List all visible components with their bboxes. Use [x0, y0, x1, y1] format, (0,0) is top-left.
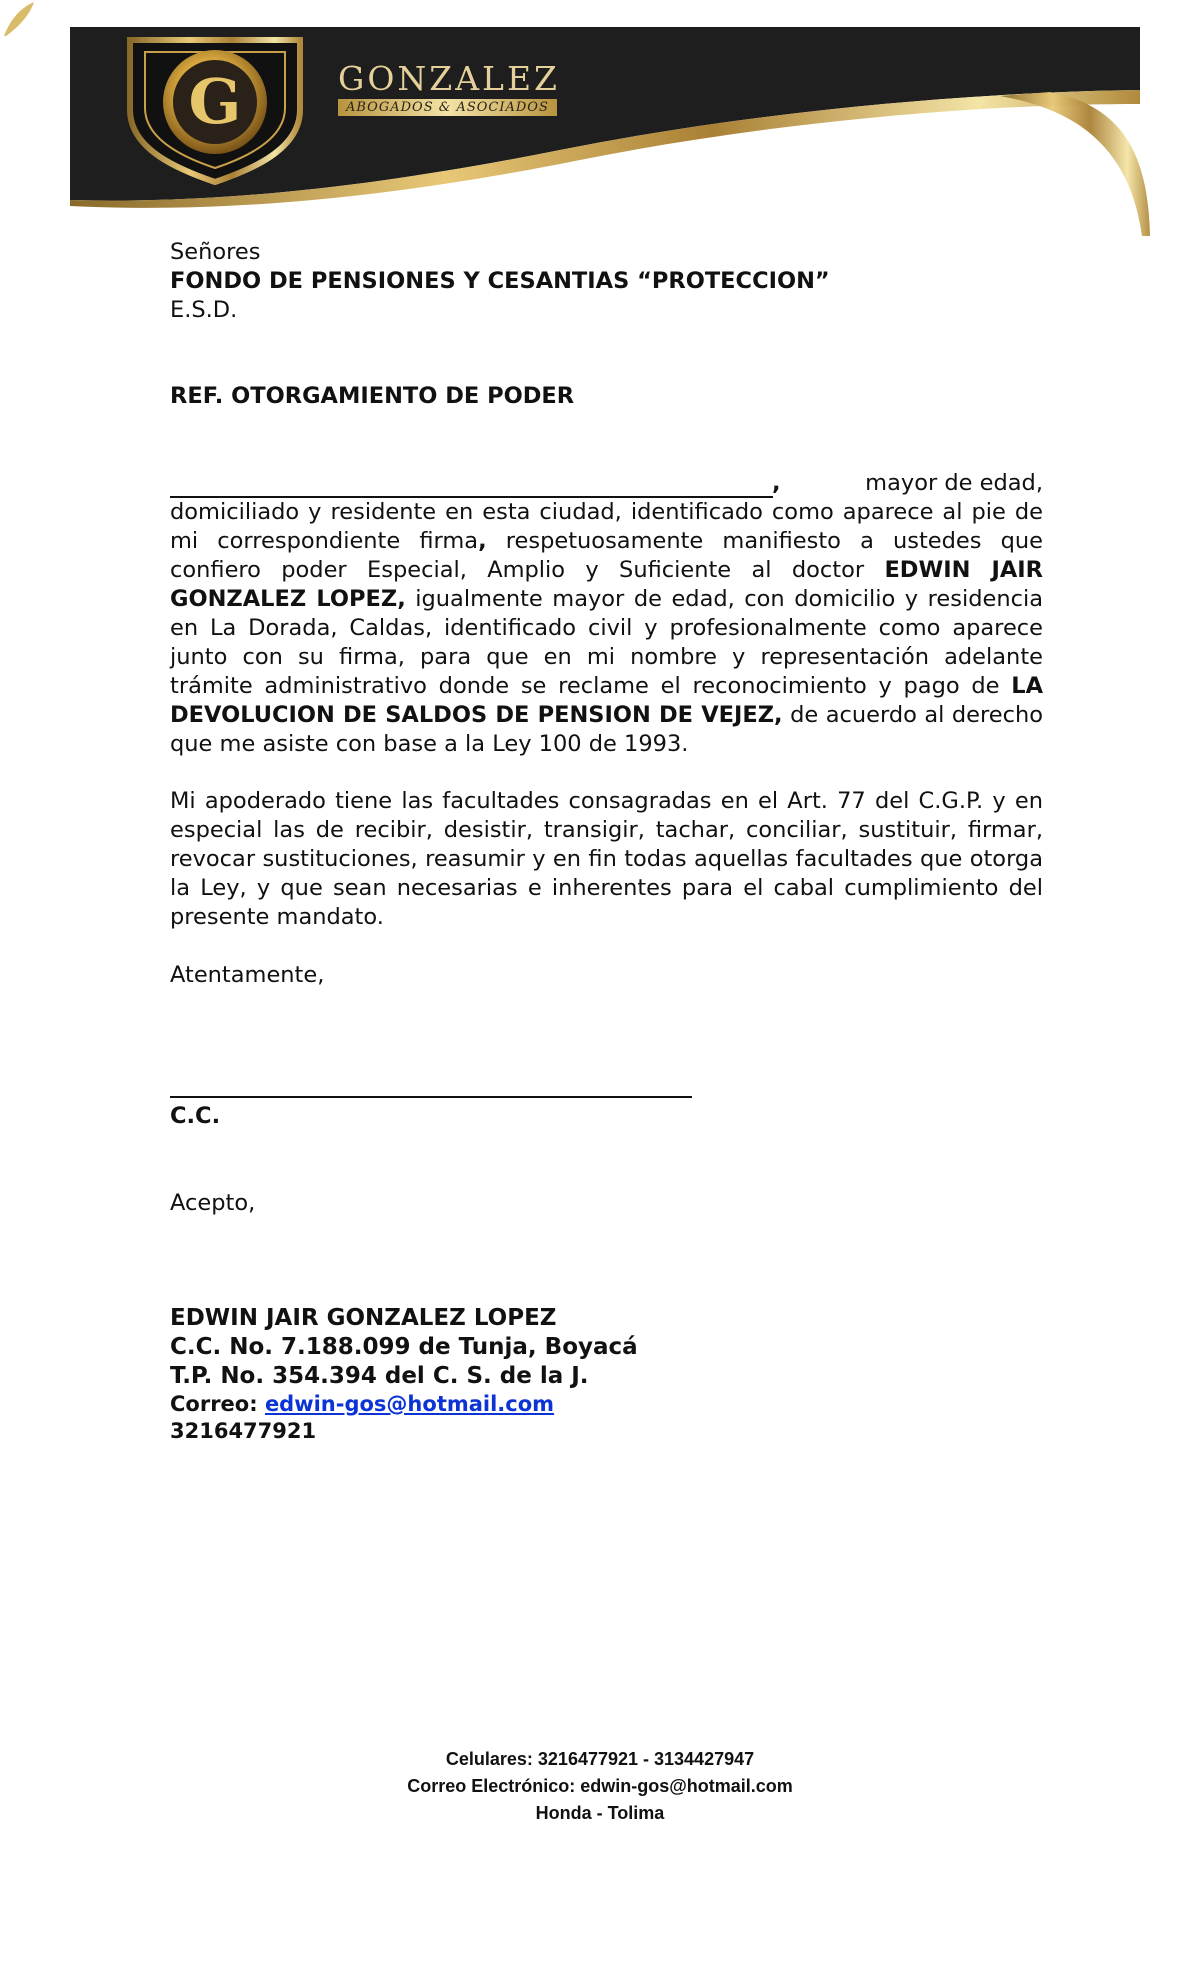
lawyer-email-row: [170, 1391, 1043, 1418]
p1-part-a: domiciliado y residente en esta ciudad, identificado como aparece al pie de mi correspondiente firma: [170, 499, 1043, 554]
footer-email: Correo Electrónico: edwin-gos@hotmail.com: [407, 1776, 793, 1796]
letter-body: [170, 238, 1043, 1445]
p1-part-c: igualmente mayor de edad, con domicilio y residencia en La Dorada, Caldas, identificado civil y profesionalmente como aparece junto con su firma, para que en mi nombre y representación adelante trámite administrativo donde se reclame el reconocimiento y pago de: [170, 586, 1043, 699]
name-blank-line: [170, 474, 773, 498]
quill-icon: [0, 0, 36, 40]
letterhead-banner: [0, 0, 1200, 240]
email-label: Correo:: [170, 1392, 265, 1416]
reference: REF. OTORGAMIENTO DE PODER: [170, 383, 575, 409]
footer-cell: Celulares: 3216477921 - 3134427947: [445, 1749, 755, 1769]
p1-part-d: de acuerdo al derecho que me asiste con base a la Ley 100 de 1993.: [170, 702, 1044, 757]
cc-label: C.C.: [170, 1103, 221, 1129]
claim-text: LA DEVOLUCION DE SALDOS DE PENSION DE VEJEZ,: [170, 673, 1043, 728]
salutation: Señores: [170, 239, 261, 265]
recipient: FONDO DE PENSIONES Y CESANTIAS “PROTECCION”: [170, 268, 830, 294]
paragraph-faculties: Mi apoderado tiene las facultades consagradas en el Art. 77 del C.G.P. y en especial las de recibir, desistir, transigir, tachar, conciliar, sustituir, firmar, revocar sustituciones, reasumir y en fin todas aquellas facultades que otorga la Ley, y que sean necesarias e inherentes para el cabal cumplimiento del presente mandato.: [170, 788, 1043, 930]
accept: Acepto,: [170, 1190, 256, 1216]
paragraph-power: [170, 469, 1043, 759]
signature-line: [170, 1076, 692, 1098]
footer: [0, 1746, 1200, 1827]
blank-comma: ,: [772, 470, 781, 496]
age-text: mayor de edad,: [865, 470, 1043, 496]
lawyer-tp: T.P. No. 354.394 del C. S. de la J.: [170, 1363, 589, 1389]
p1-part-b: respetuosamente manifiesto a ustedes que confiero poder Especial, Amplio y Suficiente al doctor: [170, 528, 1043, 583]
esd: E.S.D.: [170, 297, 238, 323]
lawyer-name-inline: EDWIN JAIR GONZALEZ LOPEZ,: [170, 557, 1043, 612]
lawyer-phone: 3216477921: [170, 1419, 317, 1443]
firm-brand: [338, 59, 560, 116]
firm-name: GONZALEZ: [338, 59, 560, 98]
lawyer-signature-block: [170, 1304, 1043, 1445]
footer-city: Honda - Tolima: [535, 1803, 665, 1823]
lawyer-cc: C.C. No. 7.188.099 de Tunja, Boyacá: [170, 1334, 638, 1360]
logo-letter: G: [188, 65, 242, 138]
lawyer-name: EDWIN JAIR GONZALEZ LOPEZ: [170, 1305, 557, 1331]
closing: Atentamente,: [170, 962, 325, 988]
p1-comma: ,: [478, 528, 487, 554]
firm-subtitle: ABOGADOS & ASOCIADOS: [338, 99, 557, 116]
email-link[interactable]: edwin-gos@hotmail.com: [264, 1392, 555, 1416]
